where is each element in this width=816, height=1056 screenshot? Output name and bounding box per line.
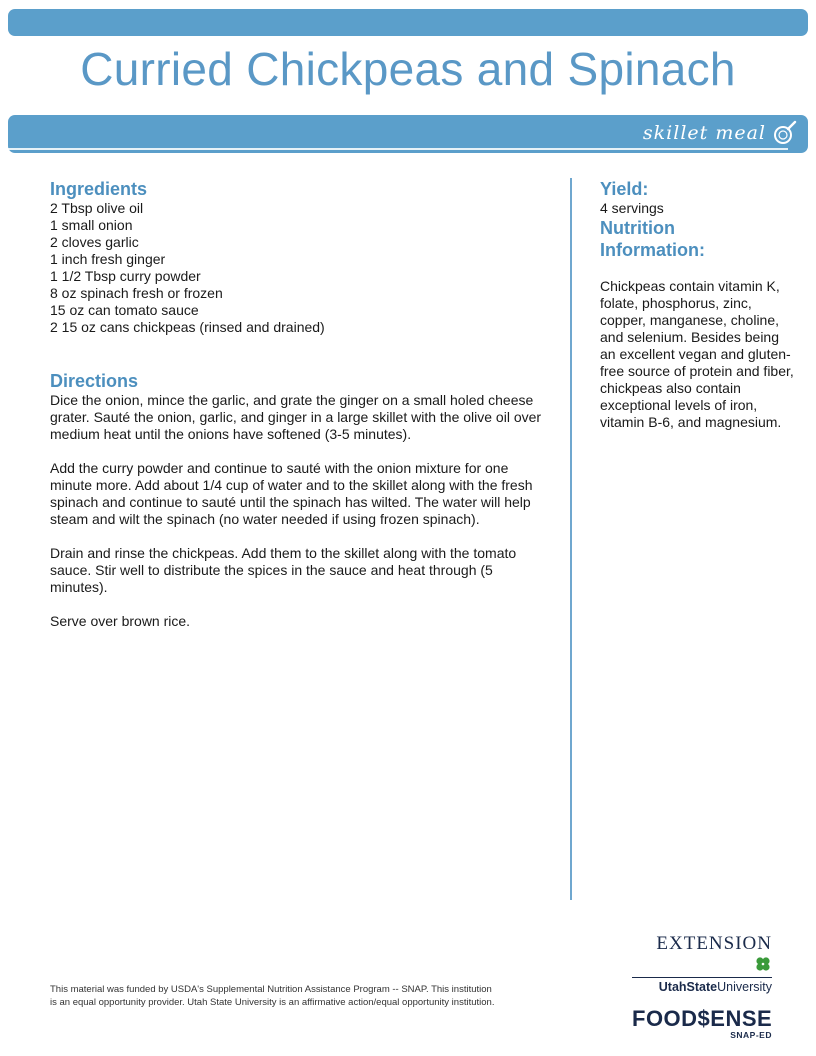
ingredients-heading: Ingredients <box>50 179 148 199</box>
usu-wordmark <box>632 977 772 994</box>
direction-step: Drain and rinse the chickpeas. Add them to the skillet along with the tomato sauce. Stir well to distribute the spices in the sauce and heat through (5 minutes). <box>50 545 517 595</box>
ingredient-item: 1 1/2 Tbsp curry powder <box>50 268 201 284</box>
usu-wordmark-suffix: University <box>717 980 772 994</box>
nutrition-heading-line2: Information: <box>600 240 705 260</box>
skillet-icon <box>772 120 798 146</box>
disclaimer-line-2: is an equal opportunity provider. Utah State University is an affirmative action/equal opportunity institution. <box>50 997 495 1008</box>
direction-step: Serve over brown rice. <box>50 613 191 629</box>
sponsor-logos <box>632 933 772 1040</box>
food-sense-logo: FOOD$ENSE <box>632 1006 773 1031</box>
extension-logo <box>632 933 772 975</box>
recipe-main-column <box>50 178 550 647</box>
ingredient-item: 15 oz can tomato sauce <box>50 302 199 318</box>
meal-type-label: skillet meal <box>642 122 766 144</box>
meal-type-banner <box>8 115 808 153</box>
extension-wordmark: EXTENSION <box>656 933 772 954</box>
ingredient-item: 2 cloves garlic <box>50 234 139 250</box>
banner-underline <box>8 148 788 150</box>
nutrition-heading-line1: Nutrition <box>600 218 675 238</box>
ingredient-item: 2 Tbsp olive oil <box>50 200 144 216</box>
direction-step: Add the curry powder and continue to sauté with the onion mixture for one minute more. Add about 1/4 cup of water and to the skillet along with the fresh spinach and continue to sauté until the spinach has wilted. The water will help steam and wilt the spinach (no water needed if using frozen spinach). <box>50 460 533 527</box>
recipe-side-column <box>600 178 795 445</box>
top-decorative-bar <box>8 9 808 36</box>
ingredient-item: 1 small onion <box>50 217 133 233</box>
usu-wordmark-prefix: UtahState <box>658 980 718 994</box>
four-h-clover-icon <box>754 955 772 973</box>
yield-heading: Yield: <box>600 179 649 199</box>
funding-disclaimer <box>50 983 570 1009</box>
snap-ed-label: SNAP-ED <box>730 1030 772 1040</box>
directions-heading: Directions <box>50 371 139 391</box>
section-spacer <box>50 336 550 370</box>
ingredient-item: 2 15 oz cans chickpeas (rinsed and drained) <box>50 319 325 335</box>
ingredient-item: 1 inch fresh ginger <box>50 251 166 267</box>
yield-value: 4 servings <box>600 200 664 216</box>
ingredients-list <box>50 200 550 336</box>
page-title: Curried Chickpeas and Spinach <box>80 43 736 95</box>
column-divider <box>570 178 572 900</box>
disclaimer-line-1: This material was funded by USDA's Supplemental Nutrition Assistance Program -- SNAP. This institution <box>50 984 492 995</box>
nutrition-text: Chickpeas contain vitamin K, folate, phosphorus, zinc, copper, manganese, choline, and selenium. Besides being an excellent vegan and gluten-free source of protein and fiber, chickpeas also contain exceptional levels of iron, vitamin B-6, and magnesium. <box>600 278 794 430</box>
direction-step: Dice the onion, mince the garlic, and grate the ginger on a small holed cheese grater. Sauté the onion, garlic, and ginger in a large skillet with the olive oil over medium heat until the onions have softened (3-5 minutes). <box>50 392 542 442</box>
nutrition-heading <box>600 217 795 261</box>
ingredient-item: 8 oz spinach fresh or frozen <box>50 285 223 301</box>
